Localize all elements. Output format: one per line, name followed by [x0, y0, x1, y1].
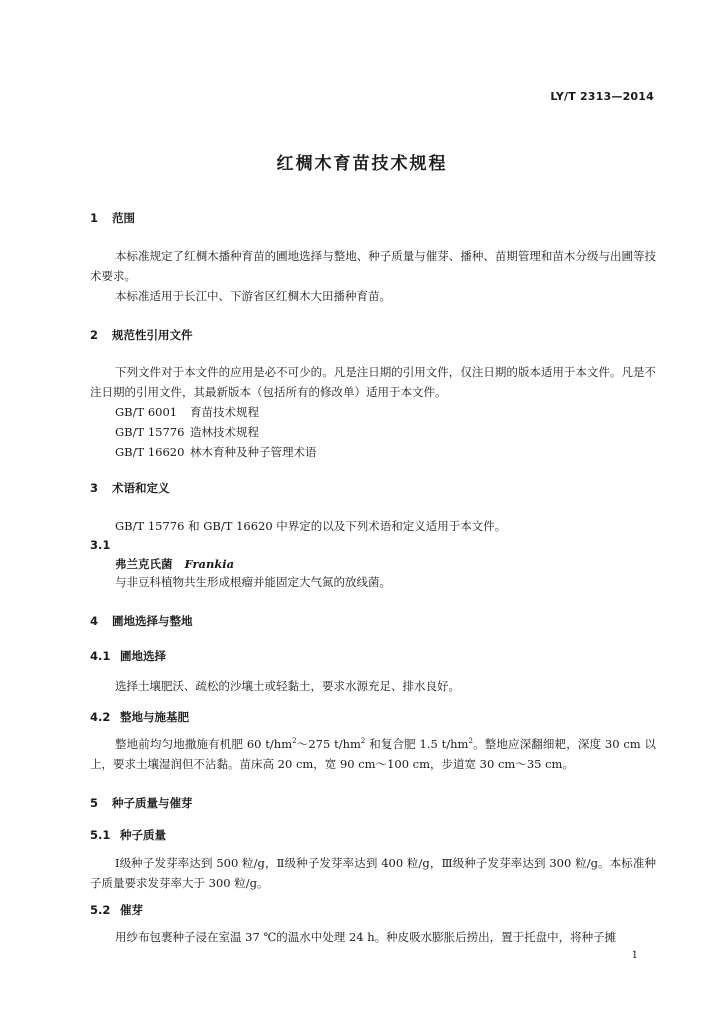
section-number: 4.2 [90, 710, 111, 724]
text-run: 。整地应深翻细耙，深度 30 cm 以上，要求土壤湿润但不沾黏。苗床高 20 cm，宽 90 cm～100 cm，步道宽 30 cm～35 cm。 [90, 737, 656, 771]
section-5-2-heading [90, 902, 143, 918]
section-title: 术语和定义 [112, 481, 170, 495]
section-5-1-heading [90, 827, 166, 843]
reference-name: 造林技术规程 [190, 425, 259, 439]
section-2-heading [90, 327, 193, 343]
section-number: 2 [90, 328, 99, 342]
section-4-heading [90, 613, 193, 629]
reference-item [115, 444, 317, 460]
superscript: 2 [292, 737, 297, 746]
reference-name: 林木育种及种子管理术语 [190, 445, 317, 459]
reference-item [115, 404, 259, 420]
section-1-paragraph-2: 本标准适用于长江中、下游省区红椆木大田播种育苗。 [115, 289, 391, 303]
term-en: Frankia [184, 557, 235, 571]
section-title: 种子质量 [120, 828, 166, 842]
term-definition: 与非豆科植物共生形成根瘤并能固定大气氮的放线菌。 [115, 575, 391, 589]
section-number: 3 [90, 481, 99, 495]
section-title: 种子质量与催芽 [112, 796, 193, 810]
section-title: 整地与施基肥 [120, 710, 189, 724]
term-zh: 弗兰克氏菌 [115, 557, 173, 571]
section-title: 圃地选择与整地 [112, 614, 193, 628]
document-title: 红椆木育苗技术规程 [276, 154, 448, 174]
section-5-1-paragraph: Ⅰ级种子发芽率达到 500 粒/g，Ⅱ级种子发芽率达到 400 粒/g，Ⅲ级种子发芽率达到 300 粒/g。本标准种子质量要求发芽率大于 300 粒/g。 [90, 856, 656, 890]
section-4-1-heading [90, 648, 166, 664]
standard-number: LY/T 2313—2014 [550, 90, 654, 103]
section-1-heading [90, 210, 135, 226]
section-number: 1 [90, 211, 99, 225]
section-4-1-paragraph: 选择土壤肥沃、疏松的沙壤土或轻黏土，要求水源充足、排水良好。 [115, 679, 460, 693]
section-number: 4 [90, 614, 99, 628]
superscript: 2 [360, 737, 366, 746]
section-number: 4.1 [90, 649, 111, 663]
text-run: 整地前均匀地撒施有机肥 60 t/hm [115, 737, 293, 751]
reference-name: 育苗技术规程 [190, 405, 259, 419]
reference-item [115, 424, 259, 440]
section-title: 圃地选择 [120, 649, 166, 663]
section-title: 范围 [112, 211, 135, 225]
reference-code: GB/T 16620 [115, 445, 185, 459]
term-entry [115, 556, 234, 572]
term-number: 3.1 [90, 538, 111, 552]
superscript: 2 [468, 737, 473, 746]
reference-code: GB/T 6001 [115, 405, 178, 419]
text-run: ～275 t/hm [296, 737, 361, 751]
section-4-2-heading [90, 709, 189, 725]
reference-code: GB/T 15776 [115, 425, 185, 439]
section-number: 5.2 [90, 903, 111, 917]
section-2-paragraph-1: 下列文件对于本文件的应用是必不可少的。凡是注日期的引用文件，仅注日期的版本适用于本文件。凡是不注日期的引用文件，其最新版本（包括所有的修改单）适用于本文件。 [90, 365, 656, 399]
section-3-paragraph-1: GB/T 15776 和 GB/T 16620 中界定的以及下列术语和定义适用于本文件。 [115, 519, 507, 533]
section-number: 5.1 [90, 828, 111, 842]
text-run: 和复合肥 1.5 t/hm [365, 737, 469, 751]
section-5-heading [90, 795, 193, 811]
section-3-heading [90, 480, 170, 496]
section-title: 催芽 [120, 903, 143, 917]
section-4-2-paragraph [90, 734, 656, 774]
section-5-2-paragraph: 用纱布包裹种子浸在室温 37 ℃的温水中处理 24 h。种皮吸水膨胀后捞出，置于托盘中，将种子摊 [115, 930, 617, 944]
section-1-paragraph-1: 本标准规定了红椆木播种育苗的圃地选择与整地、种子质量与催芽、播种、苗期管理和苗木分级与出圃等技术要求。 [90, 249, 656, 283]
section-title: 规范性引用文件 [112, 328, 193, 342]
section-number: 5 [90, 796, 99, 810]
page-number: 1 [631, 950, 638, 961]
